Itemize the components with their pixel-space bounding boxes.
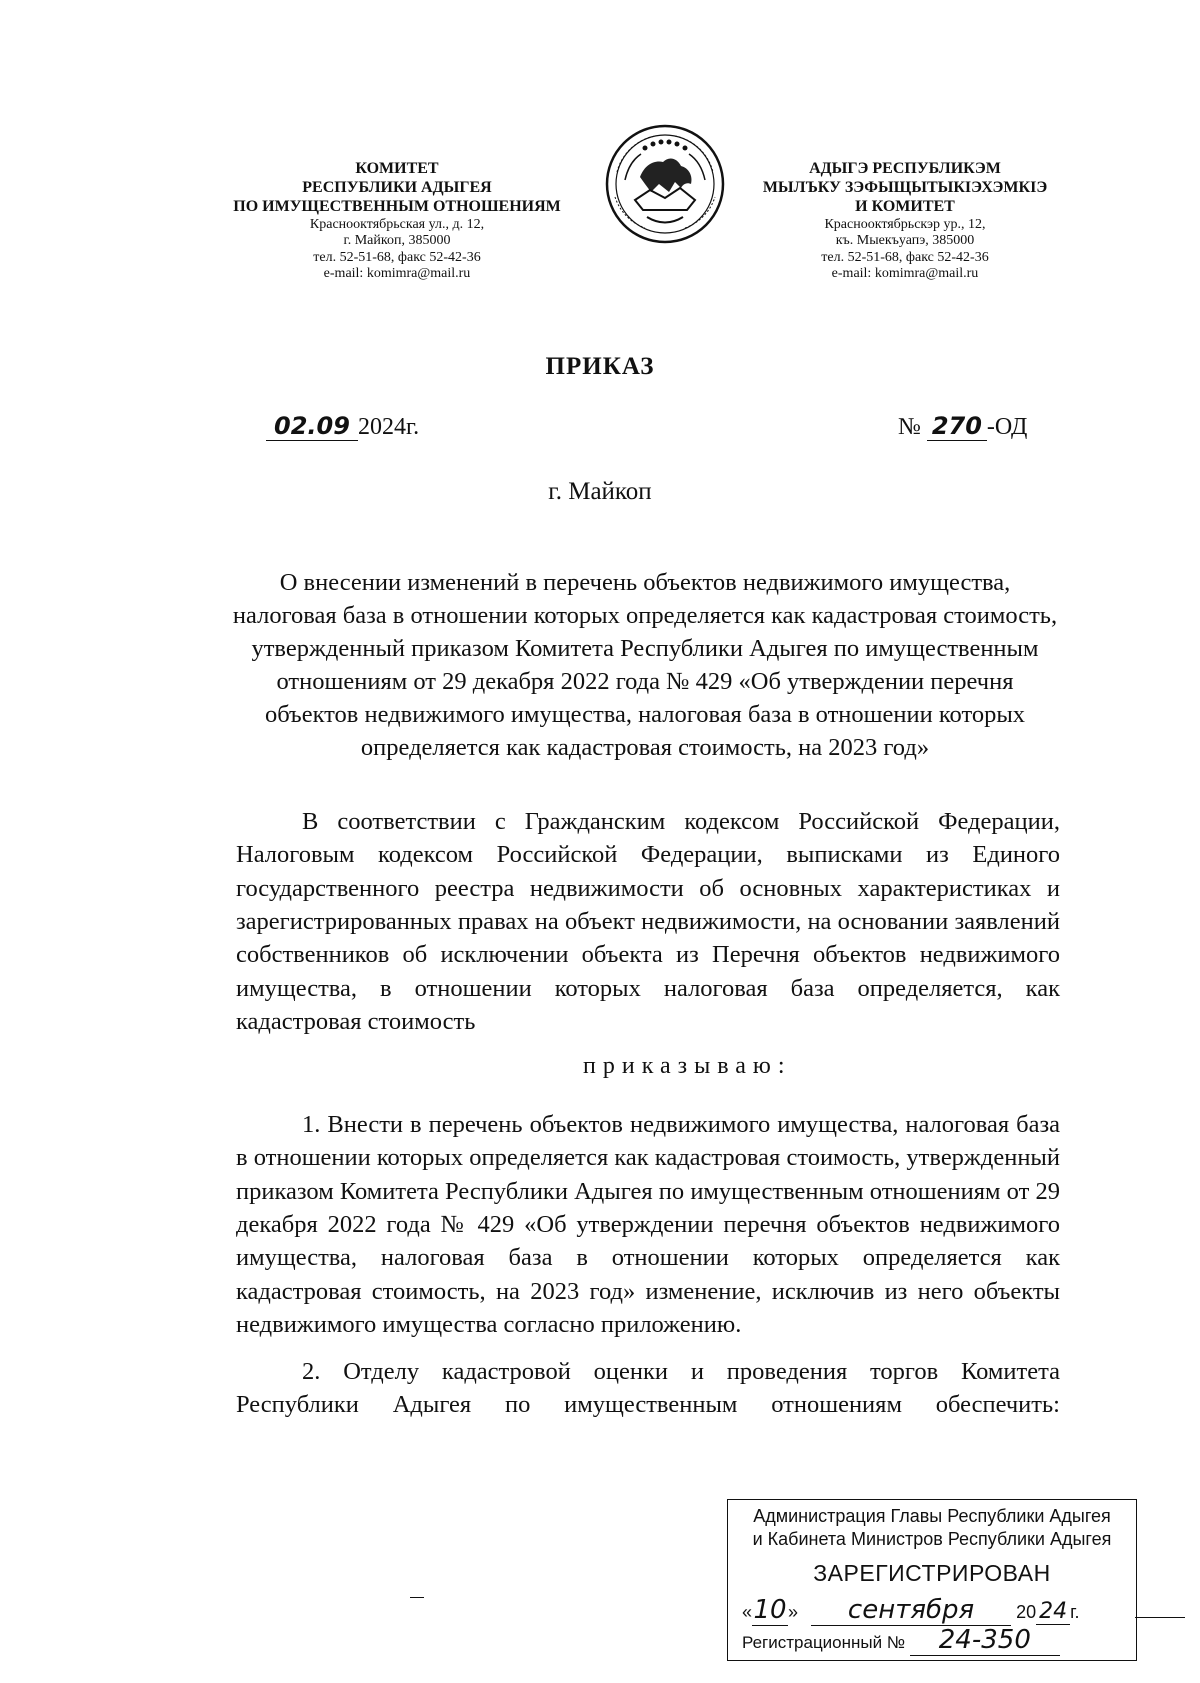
stamp-tail-line <box>1135 1617 1185 1618</box>
number-suffix: -ОД <box>986 414 1028 440</box>
header-left-address-1: Краснооктябрьская ул., д. 12, <box>309 216 485 232</box>
header-right-title-3: И КОМИТЕТ <box>855 197 955 215</box>
header-left-title-2: РЕСПУБЛИКИ АДЫГЕЯ <box>302 178 492 196</box>
stamp-registered: ЗАРЕГИСТРИРОВАН <box>813 1560 1051 1586</box>
stamp-year-suffix: 24 <box>1036 1599 1070 1625</box>
header-left-title-1: КОМИТЕТ <box>355 160 439 177</box>
document-date <box>266 412 419 441</box>
stamp-month: сентября <box>811 1595 1011 1626</box>
number-handwritten: 270 <box>927 412 987 441</box>
item-2-paragraph: 2. Отделу кадастровой оценки и проведения торгов Комитета Республики Адыгея по имущественным отношениям обеспечить: <box>236 1358 1060 1419</box>
document-number <box>898 412 1027 441</box>
document-subject: О внесении изменений в перечень объектов недвижимого имущества, налоговая база в отношении которых определяется как кадастровая стоимость, утвержденный приказом Комитета Республики Адыгея по имущественным отношениям от 29 декабря 2022 года № 429 «Об утверждении перечня объектов недвижимого имущества, налоговая база в отношении которых определяется как кадастровая стоимость, на 2023 год» <box>232 569 1058 762</box>
header-left-email: e-mail: komimra@mail.ru <box>323 266 471 282</box>
stamp-reg-number: 24-350 <box>910 1625 1060 1656</box>
date-handwritten: 02.09 <box>266 412 358 441</box>
coat-of-arms-icon <box>595 122 735 247</box>
header-right-email: e-mail: komimra@mail.ru <box>831 266 979 282</box>
document-title: ПРИКАЗ <box>545 353 655 380</box>
intro-paragraph: В соответствии с Гражданским кодексом Российской Федерации, Налоговым кодексом Российской Федерации, выписками из Единого государственного реестра недвижимости об основных характеристиках и зарегистрированных правах на объект недвижимости, на основании заявлений собственников об исключении объекта из Перечня объектов недвижимого имущества, в отношении которых налоговая база определяется, как кадастровая стоимость <box>236 808 1060 1035</box>
date-year: 2024г. <box>358 414 420 440</box>
registration-stamp <box>727 1499 1137 1661</box>
header-right <box>755 160 1055 283</box>
header-right-title-2: МЫЛЪКУ ЗЭФЫЩЫТЫКІЭХЭМКІЭ <box>762 178 1048 196</box>
header-left-phone: тел. 52-51-68, факс 52-42-36 <box>313 249 481 265</box>
stamp-year-prefix: 20 <box>1016 1602 1037 1622</box>
page-dash <box>410 1597 424 1598</box>
stamp-day-close: » <box>788 1602 799 1622</box>
header-left-address-2: г. Майкоп, 385000 <box>343 233 451 249</box>
stamp-day: 10 <box>753 1595 787 1625</box>
item-1-paragraph: 1. Внести в перечень объектов недвижимого имущества, налоговая база в отношении которых определяется как кадастровая стоимость, утвержденный приказом Комитета Республики Адыгея по имущественным отношениям от 29 декабря 2022 года № 429 «Об утверждении перечня объектов недвижимого имущества, налоговая база в отношении которых определяется как кадастровая стоимость, на 2023 год» изменение, исключив из него объекты недвижимого имущества согласно приложению. <box>236 1111 1060 1338</box>
stamp-reg-label: Регистрационный № <box>742 1633 906 1652</box>
stamp-registration-number <box>742 1625 1060 1656</box>
header-left-title-3: ПО ИМУЩЕСТВЕННЫМ ОТНОШЕНИЯМ <box>233 197 561 215</box>
stamp-organization <box>728 1505 1136 1550</box>
header-right-address-2: къ. Мыекъуапэ, 385000 <box>835 233 975 249</box>
stamp-date <box>742 1595 1079 1626</box>
stamp-day-open: « <box>742 1602 753 1622</box>
stamp-year-unit: г. <box>1070 1602 1080 1622</box>
order-word: приказываю: <box>583 1053 792 1079</box>
stamp-org-line-1: Администрация Главы Республики Адыгея <box>753 1506 1111 1526</box>
number-prefix: № <box>898 414 921 440</box>
stamp-org-line-2: и Кабинета Министров Республики Адыгея <box>752 1528 1112 1549</box>
header-right-address-1: Краснооктябрьскэр ур., 12, <box>824 216 986 232</box>
header-left <box>212 160 582 283</box>
header-right-title-1: АДЫГЭ РЕСПУБЛИКЭМ <box>809 160 1001 177</box>
header-right-phone: тел. 52-51-68, факс 52-42-36 <box>821 249 989 265</box>
document-city: г. Майкоп <box>548 478 652 505</box>
